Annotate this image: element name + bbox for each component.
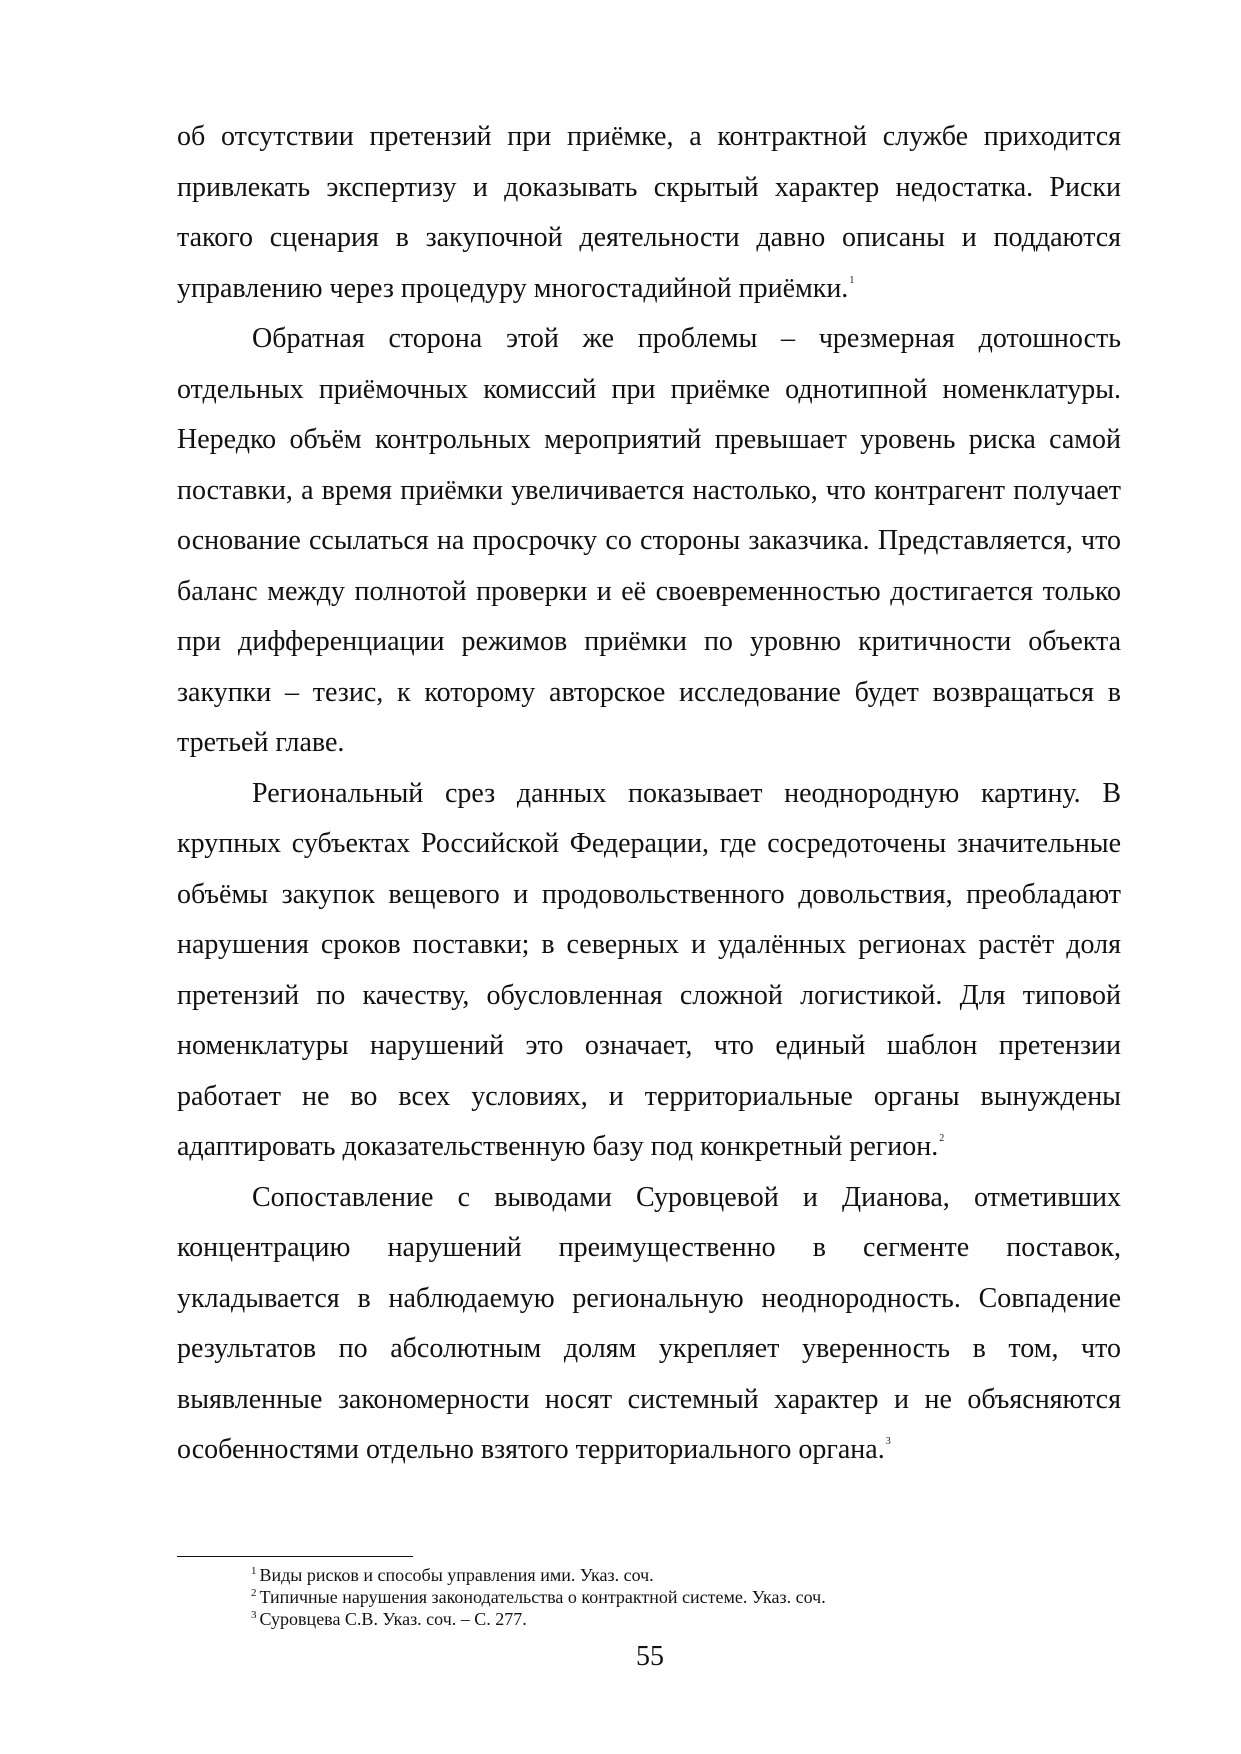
footnote-2 (251, 1586, 1121, 1608)
paragraph-2-text: Обратная сторона этой же проблемы – чрезмерная дотошность отдельных приёмочных комиссий при приёмке однотипной номенклатуры. Нередко объём контрольных мероприятий превышает уровень риска самой поставки, а время приёмки увеличивается настолько, что контрагент получает основание ссылаться на просрочку со стороны заказчика. Представляется, что баланс между полнотой проверки и её своевременностью достигается только при дифференциации режимов приёмки по уровню критичности объекта закупки – тезис, к которому авторское исследование будет возвращаться в третьей главе. (177, 323, 1121, 758)
footnote-ref-2: 2 (939, 1133, 945, 1144)
paragraph-1 (177, 112, 1121, 314)
footnote-number-1: 1 (251, 1565, 257, 1577)
footnote-text-1: Виды рисков и способы управления ими. Указ. соч. (259, 1565, 654, 1585)
paragraph-3-text: Региональный срез данных показывает неоднородную картину. В крупных субъектах Российской Федерации, где сосредоточены значительные объёмы закупок вещевого и продовольственного довольствия, преобладают нарушения сроков поставки; в северных и удалённых регионах растёт доля претензий по качеству, обусловленная сложной логистикой. Для типовой номенклатуры нарушений это означает, что единый шаблон претензии работает не во всех условиях, и территориальные органы вынуждены адаптировать доказательственную базу под конкретный регион. (177, 777, 1121, 1162)
footnote-ref-3: 3 (885, 1436, 891, 1447)
page-number: 55 (636, 1641, 664, 1672)
paragraph-4-text: Сопоставление с выводами Суровцевой и Дианова, отметивших концентрацию нарушений преимущественно в сегменте поставок, укладывается в наблюдаемую региональную неоднородность. Совпадение результатов по абсолютным долям укрепляет уверенность в том, что выявленные закономерности носят системный характер и не объясняются особенностями отдельно взятого территориального органа. (177, 1181, 1121, 1465)
footnote-1 (251, 1564, 1121, 1586)
footnote-3 (251, 1608, 1121, 1630)
body-text (177, 112, 1121, 1476)
footnote-text-2: Типичные нарушения законодательства о контрактной системе. Указ. соч. (259, 1587, 826, 1607)
paragraph-3 (177, 769, 1121, 1173)
footnotes (251, 1564, 1121, 1630)
footnote-separator (177, 1556, 413, 1557)
paragraph-4 (177, 1173, 1121, 1476)
footnote-text-3: Суровцева С.В. Указ. соч. – С. 277. (259, 1609, 527, 1629)
footnote-ref-1: 1 (849, 274, 855, 286)
paragraph-1-text: об отсутствии претензий при приёмке, а контрактной службе приходится привлекать экспертизу и доказывать скрытый характер недостатка. Риски такого сценария в закупочной деятельности давно описаны и поддаются управлению через процедуру многостадийной приёмки. (177, 121, 1121, 304)
footnote-number-2: 2 (251, 1587, 257, 1599)
footnote-number-3: 3 (251, 1609, 257, 1621)
paragraph-2 (177, 314, 1121, 769)
